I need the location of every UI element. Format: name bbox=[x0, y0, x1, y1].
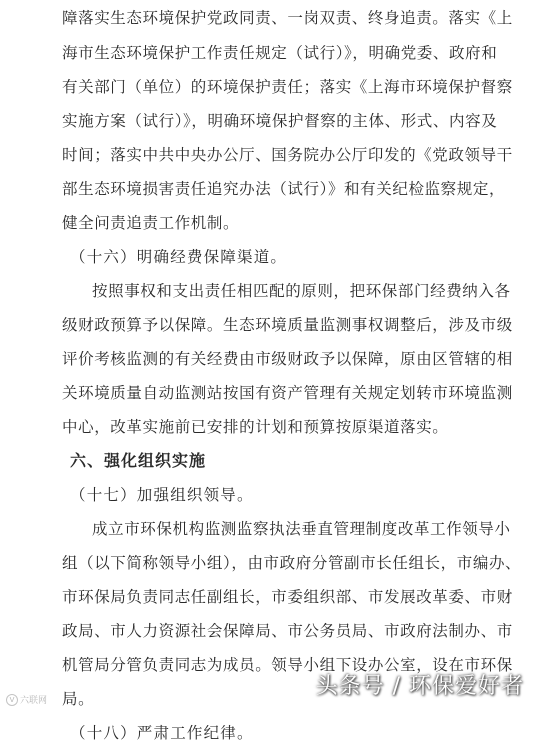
section-subheading: （十八）严肃工作纪律。 bbox=[70, 724, 254, 742]
paragraph-line: 中心，改革实施前已安排的计划和预算按原渠道落实。 bbox=[62, 418, 449, 436]
paragraph-line: 有关部门（单位）的环境保护责任；落实《上海市环境保护督察 bbox=[62, 78, 513, 96]
paragraph-line: 部生态环境损害责任追究办法（试行）》和有关纪检监察规定， bbox=[62, 180, 506, 198]
paragraph-line: 健全问责追责工作机制。 bbox=[62, 214, 240, 232]
author-watermark: 头条号 / 环保爱好者 bbox=[315, 674, 524, 699]
paragraph-line: 成立市环保机构监测监察执法垂直管理制度改革工作领导小 bbox=[92, 520, 511, 538]
paragraph-line: 市环保局负责同志任副组长，市委组织部、市发展改革委、市财 bbox=[62, 588, 513, 606]
paragraph-line: 实施方案（试行）》，明确环境保护督察的主体、形式、内容及 bbox=[62, 112, 498, 130]
source-watermark-text: 六联网 bbox=[20, 696, 48, 706]
paragraph-line: 政局、市人力资源社会保障局、市公务员局、市政府法制办、市 bbox=[62, 622, 513, 640]
paragraph-line: 时间；落实中共中央办公厅、国务院办公厅印发的《党政领导干 bbox=[62, 146, 513, 164]
paragraph-line: 按照事权和支出责任相匹配的原则，把环保部门经费纳入各 bbox=[92, 282, 511, 300]
paragraph-line: 级财政预算予以保障。生态环境质量监测事权调整后，涉及市级 bbox=[62, 316, 513, 334]
paragraph-line: 组（以下简称领导小组），由市政府分管副市长任组长，市编办、 bbox=[62, 554, 522, 572]
section-heading: 六、强化组织实施 bbox=[70, 451, 207, 470]
section-subheading: （十六）明确经费保障渠道。 bbox=[70, 248, 288, 266]
paragraph-line: 海市生态环境保护工作责任规定（试行）》，明确党委、政府和 bbox=[62, 44, 498, 62]
paragraph-line: 障落实生态环境保护党政同责、一岗双责、终身追责。落实《上 bbox=[62, 9, 513, 27]
section-subheading: （十七）加强组织领导。 bbox=[70, 486, 254, 504]
paragraph-line: 机管局分管负责同志为成员。领导小组下设办公室，设在市环保 bbox=[62, 656, 513, 674]
weibo-logo-icon: V bbox=[6, 694, 18, 706]
paragraph-line: 关环境质量自动监测站按国有资产管理有关规定划转市环境监测 bbox=[62, 384, 513, 402]
paragraph-line: 局。 bbox=[62, 690, 95, 708]
paragraph-line: 评价考核监测的有关经费由市级财政予以保障，原由区管辖的相 bbox=[62, 350, 513, 368]
source-watermark bbox=[6, 693, 47, 706]
